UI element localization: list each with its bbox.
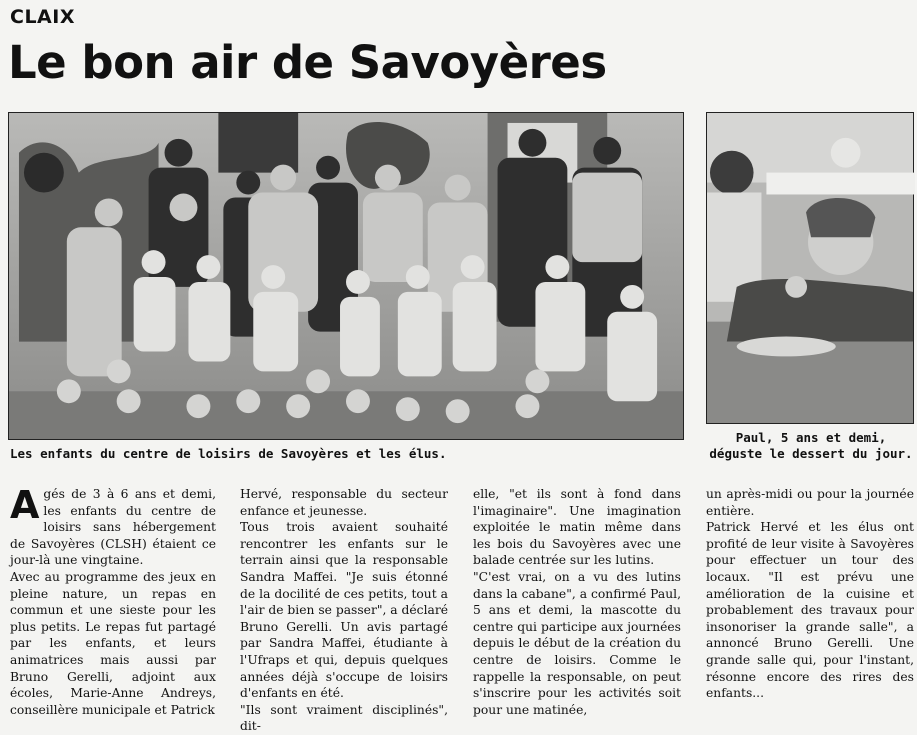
article-paragraph: "Ils sont vraiment disciplinés", dit- [240,702,448,734]
article-paragraph: Patrick Hervé et les élus ont profité de leur visite à Savoyères pour effectuer un tour des locaux. "Il est prévu une amélioration de la cuisine et probablement des travaux pour insonoriser la grande salle", a annoncé Bruno Gerelli. Une grande salle qui, pour l'instant, résonne encore des rires des enfants... [706,520,914,701]
article-paragraph: un après-midi ou pour la journée entière. [706,487,914,518]
side-caption-line2: déguste le dessert du jour. [709,446,913,461]
boy-dessert-photo [706,112,914,424]
article-paragraph: Hervé, responsable du secteur enfance et jeunesse. [240,487,448,518]
section-kicker: CLAIX [10,6,75,28]
side-caption-line1: Paul, 5 ans et demi, [735,430,887,445]
headline: Le bon air de Savoyères [8,36,607,89]
article-paragraph: Tous trois avaient souhaité rencontrer les enfants sur le terrain ainsi que la responsable Sandra Maffei. "Je suis étonné de la docilité de ces petits, tout a l'air de bien se passer", a déclaré Bruno Gerelli. Un avis partagé par Sandra Maffei, étudiante à l'Ufraps et qui, depuis quelques années déjà s'occupe de loisirs d'enfants en été. [240,520,448,701]
photo-caption: Les enfants du centre de loisirs de Savoyères et les élus. [10,446,447,461]
article-paragraph: gés de 3 à 6 ans et demi, les enfants du centre de loisirs sans hébergement de Savoyères (CLSH) étaient ce jour-là une vingtaine. [10,487,216,568]
article-column-3 [473,486,681,717]
article-column-2 [240,486,448,734]
article-paragraph: elle, "et ils sont à fond dans l'imaginaire". Une imagination exploitée le matin même dans les bois du Savoyères avec une balade centrée sur les lutins. [473,487,681,568]
article-column-1 [10,483,216,717]
side-photo-caption [708,430,914,462]
group-photo-image [9,113,683,439]
article-paragraph: Avec au programme des jeux en pleine nature, un repas en commun et une sieste pour les plus petits. Le repas fut partagé par les enfants, et leurs animatrices mais aussi par Bruno Gerelli, adjoint aux écoles, Marie-Anne Andreys, conseillère municipale et Patrick [10,569,216,717]
group-photo [8,112,684,440]
article-paragraph: "C'est vrai, on a vu des lutins dans la cabane", a confirmé Paul, 5 ans et demi, la mascotte du centre qui participe aux journées depuis le début de la création du centre de loisirs. Comme le rappelle la responsable, on peut s'inscrire pour les activités soit pour une matinée, [473,569,681,717]
article-column-4 [706,486,914,700]
boy-dessert-image [707,113,913,423]
drop-cap: A [10,483,40,527]
